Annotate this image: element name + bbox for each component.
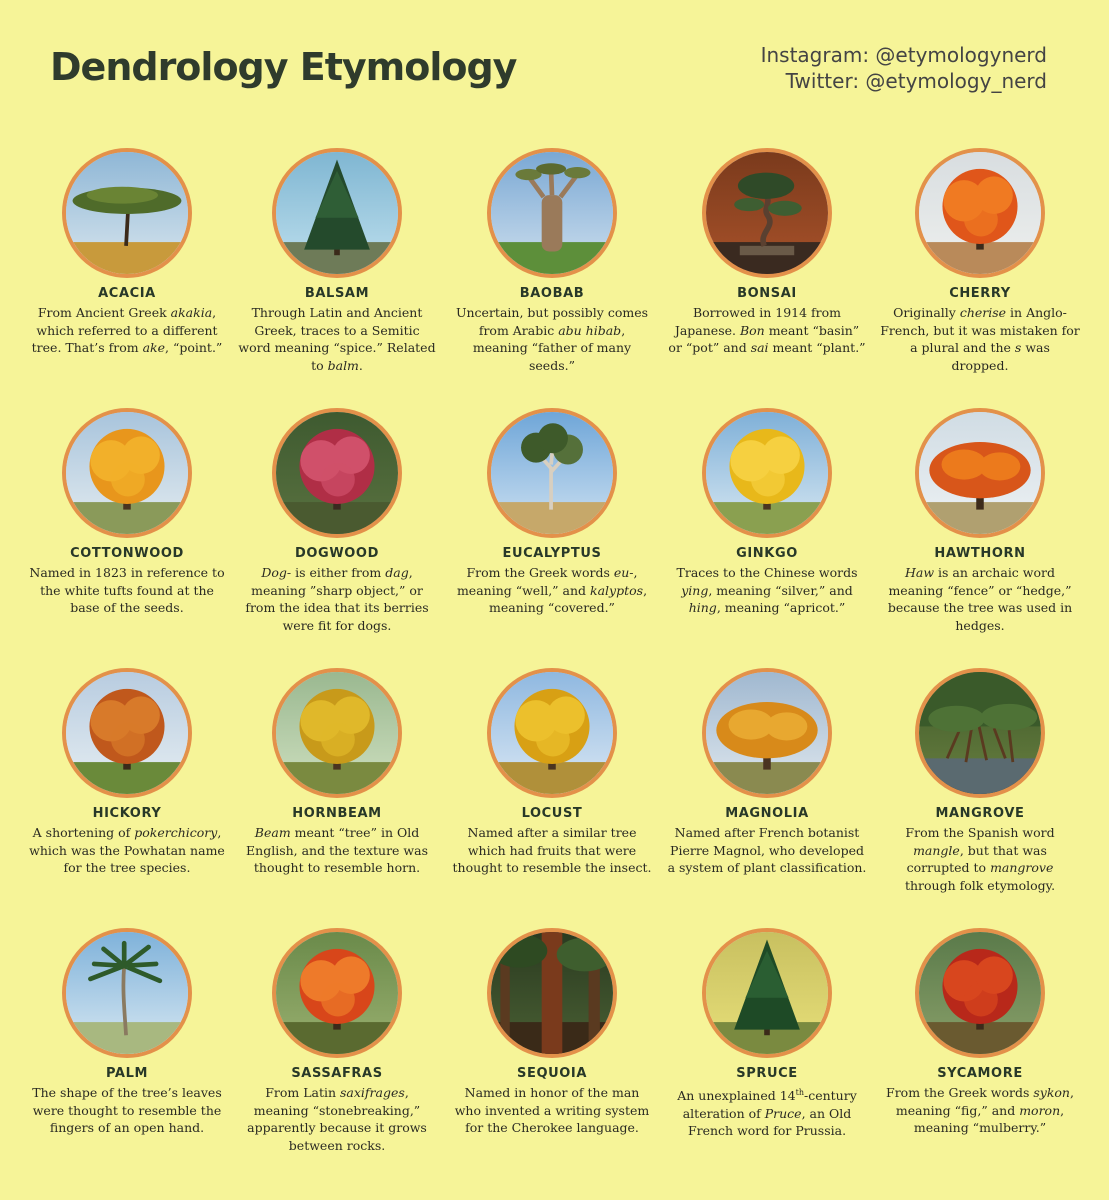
etymology-segment: Originally xyxy=(893,305,960,320)
tree-name: DOGWOOD xyxy=(295,546,379,561)
tree-etymology xyxy=(667,564,867,617)
tree-name: BAOBAB xyxy=(519,286,585,301)
sycamore-tree-photo xyxy=(915,928,1045,1058)
etymology-segment: kalyptos xyxy=(590,582,644,598)
etymology-segment: eu- xyxy=(613,565,634,580)
baobab-tree-photo xyxy=(487,148,617,278)
tree-name: ACACIA xyxy=(98,286,156,301)
twitter-handle[interactable]: Twitter: @etymology_nerd xyxy=(785,69,1047,93)
tree-etymology xyxy=(880,564,1080,634)
tree-etymology xyxy=(452,564,652,617)
tree-etymology xyxy=(237,1084,437,1154)
tree-name: LOCUST xyxy=(521,806,583,821)
etymology-segment: Traces to the Chinese words xyxy=(676,565,858,580)
etymology-segment: , meaning “mulberry.” xyxy=(913,1102,1065,1135)
etymology-segment: s xyxy=(1014,340,1022,355)
etymology-segment: through folk etymology. xyxy=(904,877,1056,893)
etymology-segment: abu hibab xyxy=(558,322,622,338)
tree-name: HORNBEAM xyxy=(292,806,382,821)
etymology-segment: akakia xyxy=(170,305,213,320)
etymology-segment: Named after a similar tree which had fruits that were thought to resemble the insect. xyxy=(452,825,652,875)
etymology-segment: . xyxy=(358,357,363,373)
etymology-segment: , “point.” xyxy=(165,340,223,355)
etymology-segment: Borrowed in 1914 from Japanese. xyxy=(674,305,842,338)
tree-name: SPRUCE xyxy=(736,1066,798,1081)
tree-etymology xyxy=(452,304,652,374)
hornbeam-tree-photo xyxy=(272,668,402,798)
tree-name: CHERRY xyxy=(949,286,1011,301)
tree-name: HAWTHORN xyxy=(934,546,1026,561)
etymology-segment: ake xyxy=(142,340,166,355)
etymology-segment: is an archaic word meaning “fence” or “hedge,” because the tree was used in hedges. xyxy=(887,565,1073,633)
sassafras-tree-photo xyxy=(272,928,402,1058)
tree-name: MAGNOLIA xyxy=(725,806,809,821)
etymology-segment: An unexplained 14 xyxy=(677,1088,796,1104)
etymology-segment: , meaning “fig,” and xyxy=(895,1085,1074,1118)
mangrove-tree-photo xyxy=(915,668,1045,798)
tree-name: SASSAFRAS xyxy=(291,1066,383,1081)
etymology-segment: Haw xyxy=(904,565,935,580)
tree-etymology xyxy=(880,1084,1080,1137)
etymology-segment: meant “basin” or “pot” and xyxy=(668,322,860,355)
etymology-segment: hing xyxy=(688,600,717,615)
etymology-segment: Bon xyxy=(739,322,765,338)
hawthorn-tree-photo xyxy=(915,408,1045,538)
tree-name: BONSAI xyxy=(737,286,797,301)
page-title: Dendrology Etymology xyxy=(50,45,517,89)
etymology-segment: th xyxy=(795,1088,804,1097)
etymology-segment: Named in 1823 in reference to the white tufts found at the base of the seeds. xyxy=(29,565,225,615)
etymology-segment: From the Greek words xyxy=(466,565,614,580)
tree-name: MANGROVE xyxy=(935,806,1025,821)
etymology-segment: in Anglo-French, but it was mistaken for a plural and the xyxy=(880,305,1080,355)
tree-etymology xyxy=(27,824,227,877)
spruce-tree-photo xyxy=(702,928,832,1058)
tree-etymology xyxy=(27,564,227,617)
social-handles xyxy=(761,42,1047,94)
etymology-segment: sykon xyxy=(1033,1085,1070,1100)
etymology-segment: -century alteration of xyxy=(682,1088,857,1121)
etymology-segment: moron xyxy=(1019,1102,1061,1118)
etymology-segment: , meaning “stonebreaking,” apparently because it grows between rocks. xyxy=(247,1085,427,1153)
acacia-tree-photo xyxy=(62,148,192,278)
tree-etymology xyxy=(27,1084,227,1137)
sequoia-tree-photo xyxy=(487,928,617,1058)
tree-etymology xyxy=(27,304,227,357)
etymology-segment: Dog- xyxy=(261,565,292,580)
etymology-segment: From Ancient Greek xyxy=(37,305,171,320)
etymology-segment: The shape of the tree’s leaves were thought to resemble the fingers of an open hand. xyxy=(32,1085,222,1135)
ginkgo-tree-photo xyxy=(702,408,832,538)
tree-etymology xyxy=(667,304,867,357)
etymology-segment: Named after French botanist Pierre Magnol, who developed a system of plant classification. xyxy=(667,825,867,875)
etymology-segment: meant “plant.” xyxy=(768,340,866,355)
tree-name: PALM xyxy=(105,1066,149,1081)
balsam-tree-photo xyxy=(272,148,402,278)
etymology-segment: , meaning ”sharp object,” or from the idea that its berries were fit for dogs. xyxy=(245,565,429,633)
etymology-segment: , meaning “covered.” xyxy=(489,582,648,615)
etymology-segment: mangle xyxy=(913,842,960,858)
etymology-segment: From the Spanish word xyxy=(905,825,1055,840)
tree-name: BALSAM xyxy=(304,286,370,301)
tree-etymology xyxy=(880,304,1080,374)
tree-name: HICKORY xyxy=(92,806,162,821)
etymology-segment: From the Greek words xyxy=(886,1085,1034,1100)
hickory-tree-photo xyxy=(62,668,192,798)
cherry-tree-photo xyxy=(915,148,1045,278)
tree-etymology xyxy=(452,1084,652,1137)
etymology-segment: From Latin xyxy=(265,1085,341,1100)
etymology-segment: Uncertain, but possibly comes from Arabic xyxy=(455,305,649,338)
tree-name: SYCAMORE xyxy=(937,1066,1023,1081)
tree-etymology xyxy=(237,824,437,877)
magnolia-tree-photo xyxy=(702,668,832,798)
etymology-segment: dag xyxy=(385,565,409,580)
etymology-segment: balm xyxy=(327,357,359,373)
etymology-segment: , meaning “well,” and xyxy=(456,565,638,598)
dogwood-tree-photo xyxy=(272,408,402,538)
tree-name: GINKGO xyxy=(736,546,798,561)
eucalyptus-tree-photo xyxy=(487,408,617,538)
etymology-segment: was dropped. xyxy=(951,340,1050,373)
tree-etymology xyxy=(880,824,1080,894)
etymology-segment: mangrove xyxy=(990,860,1054,875)
etymology-segment: meant “tree” in Old English, and the texture was thought to resemble horn. xyxy=(246,825,428,875)
tree-etymology xyxy=(452,824,652,877)
etymology-segment: Named in honor of the man who invented a writing system for the Cherokee language. xyxy=(454,1085,650,1135)
etymology-segment: , but that was corrupted to xyxy=(906,842,1047,875)
instagram-handle[interactable]: Instagram: @etymologynerd xyxy=(760,43,1047,67)
etymology-segment: A shortening of xyxy=(32,825,135,840)
etymology-segment: Through Latin and Ancient Greek, traces to a Semitic word meaning “spice.” Related to xyxy=(238,305,436,373)
etymology-segment: cherise xyxy=(959,305,1007,320)
etymology-segment: sai xyxy=(750,340,769,355)
cottonwood-tree-photo xyxy=(62,408,192,538)
tree-etymology xyxy=(667,1084,867,1140)
etymology-segment: , which was the Powhatan name for the tree species. xyxy=(29,825,225,875)
locust-tree-photo xyxy=(487,668,617,798)
etymology-segment: saxifrages xyxy=(340,1085,405,1100)
tree-etymology xyxy=(667,824,867,877)
etymology-segment: Beam xyxy=(254,825,291,840)
etymology-segment: , meaning “father of many seeds.” xyxy=(472,322,632,373)
tree-name: COTTONWOOD xyxy=(70,546,184,561)
etymology-segment: , meaning “silver,” and xyxy=(708,582,853,598)
palm-tree-photo xyxy=(62,928,192,1058)
etymology-segment: pokerchicory xyxy=(134,825,218,840)
etymology-segment: , an Old French word for Prussia. xyxy=(687,1105,852,1139)
tree-etymology xyxy=(237,304,437,374)
etymology-segment: ying xyxy=(681,582,709,598)
tree-name: EUCALYPTUS xyxy=(502,546,602,561)
tree-name: SEQUOIA xyxy=(517,1066,587,1081)
etymology-segment: Pruce xyxy=(764,1105,802,1121)
tree-etymology xyxy=(237,564,437,634)
bonsai-tree-photo xyxy=(702,148,832,278)
etymology-segment: is either from xyxy=(291,565,386,580)
etymology-segment: , meaning “apricot.” xyxy=(716,600,846,615)
etymology-segment: , which referred to a different tree. That’s from xyxy=(31,305,218,355)
